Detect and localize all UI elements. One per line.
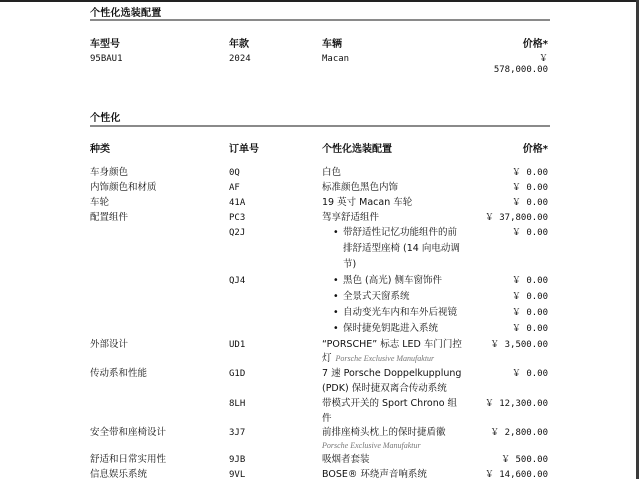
bullet-icon: • [333, 323, 339, 334]
bullet-icon: • [333, 307, 339, 318]
row-category: 车轮 [90, 197, 110, 208]
row-code: 41A [229, 198, 246, 208]
header-price: 价格* [522, 39, 548, 50]
row-price: ￥ 0.00 [511, 324, 548, 334]
row-desc: 前排座椅头枕上的保时捷盾徽 [322, 427, 446, 438]
header-order-code: 订单号 [229, 144, 259, 155]
section-title-options: 个性化选装配置 [90, 8, 162, 19]
year-value: 2024 [229, 54, 251, 64]
row-code: 9VL [229, 470, 246, 480]
row-category: 车身颜色 [90, 167, 129, 178]
exclusive-manufaktur-note: Porsche Exclusive Manufaktur [322, 441, 421, 450]
row-code: QJ4 [229, 276, 246, 286]
row-desc-line: 灯 [322, 353, 332, 364]
currency-symbol: ￥ [538, 54, 548, 64]
bullet-icon: • [333, 291, 339, 302]
row-category: 舒适和日常实用性 [90, 454, 167, 465]
row-price: ￥ 0.00 [511, 292, 548, 302]
vehicle-value: Macan [322, 54, 350, 64]
row-price: ￥ 37,800.00 [484, 213, 548, 223]
row-desc: 全景式天窗系统 [343, 291, 410, 302]
row-desc-line: 件 [322, 413, 332, 424]
row-price: ￥ 0.00 [511, 168, 548, 178]
row-code: UD1 [229, 340, 246, 350]
row-category: 安全带和座椅设计 [90, 427, 167, 438]
row-desc: 黑色 (高光) 侧车窗饰件 [343, 275, 442, 286]
row-desc: 白色 [322, 167, 342, 178]
row-desc-line: “PORSCHE” 标志 LED 车门门控 [322, 339, 462, 350]
header-vehicle: 车辆 [322, 39, 342, 50]
row-code: Q2J [229, 228, 246, 238]
header-category: 种类 [90, 144, 110, 155]
row-desc: 自动变光车内和车外后视镜 [343, 307, 458, 318]
row-category: 内饰颜色和材质 [90, 182, 157, 193]
row-price: ￥ 14,600.00 [484, 470, 548, 480]
row-category: 信息娱乐系统 [90, 469, 148, 480]
row-category: 传动系和性能 [90, 368, 148, 379]
row-category: 配置组件 [90, 212, 129, 223]
row-desc: 标准颜色黑色内饰 [322, 182, 399, 193]
section-title-personalization: 个性化 [90, 113, 121, 124]
row-desc: 19 英寸 Macan 车轮 [322, 197, 413, 208]
row-price: ￥ 0.00 [511, 369, 548, 379]
row-desc-line: 带舒适性记忆功能组件的前 [343, 227, 458, 238]
row-price: ￥ 0.00 [511, 276, 548, 286]
bullet-icon: • [333, 275, 339, 286]
row-price: ￥ 0.00 [511, 308, 548, 318]
row-code: 3J7 [229, 428, 246, 438]
row-desc-line: (PDK) 保时捷双离合传动系统 [322, 383, 447, 394]
row-price: ￥ 12,300.00 [484, 399, 548, 409]
row-desc: 吸烟者套装 [322, 454, 370, 465]
header-model-code: 车型号 [90, 39, 120, 50]
row-price: ￥ 2,800.00 [490, 428, 548, 438]
section-divider [90, 125, 550, 127]
row-desc: BOSE® 环绕声音响系统 [322, 469, 427, 480]
row-code: AF [229, 183, 240, 193]
row-price: ￥ 0.00 [511, 228, 548, 238]
row-desc-line: 节) [343, 259, 357, 270]
row-code: 0Q [229, 168, 240, 178]
row-desc: 保时捷免钥匙进入系统 [343, 323, 439, 334]
header-year: 年款 [229, 39, 249, 50]
row-code: G1D [229, 369, 246, 379]
row-desc-line: 7 速 Porsche Doppelkupplung [322, 368, 462, 379]
row-desc: 驾享舒适组件 [322, 212, 380, 223]
row-price: ￥ 3,500.00 [490, 340, 548, 350]
bullet-icon: • [333, 227, 339, 238]
row-price: ￥ 0.00 [511, 183, 548, 193]
base-price-value: 578,000.00 [493, 65, 548, 75]
exclusive-manufaktur-note: Porsche Exclusive Manufaktur [335, 354, 435, 363]
row-desc-line: 排舒适型座椅 (14 向电动调 [343, 243, 460, 254]
row-code: 8LH [229, 399, 246, 409]
section-divider [90, 19, 550, 21]
row-price: ￥ 500.00 [501, 455, 548, 465]
model-code-value: 95BAU1 [90, 54, 123, 64]
row-desc-line: 带模式开关的 Sport Chrono 组 [322, 398, 458, 409]
row-code: 9JB [229, 455, 246, 465]
row-price: ￥ 0.00 [511, 198, 548, 208]
header-option: 个性化选装配置 [322, 144, 392, 155]
row-code: PC3 [229, 213, 246, 223]
row-category: 外部设计 [90, 339, 129, 350]
header-price: 价格* [522, 144, 548, 155]
page-top-border [0, 0, 639, 2]
